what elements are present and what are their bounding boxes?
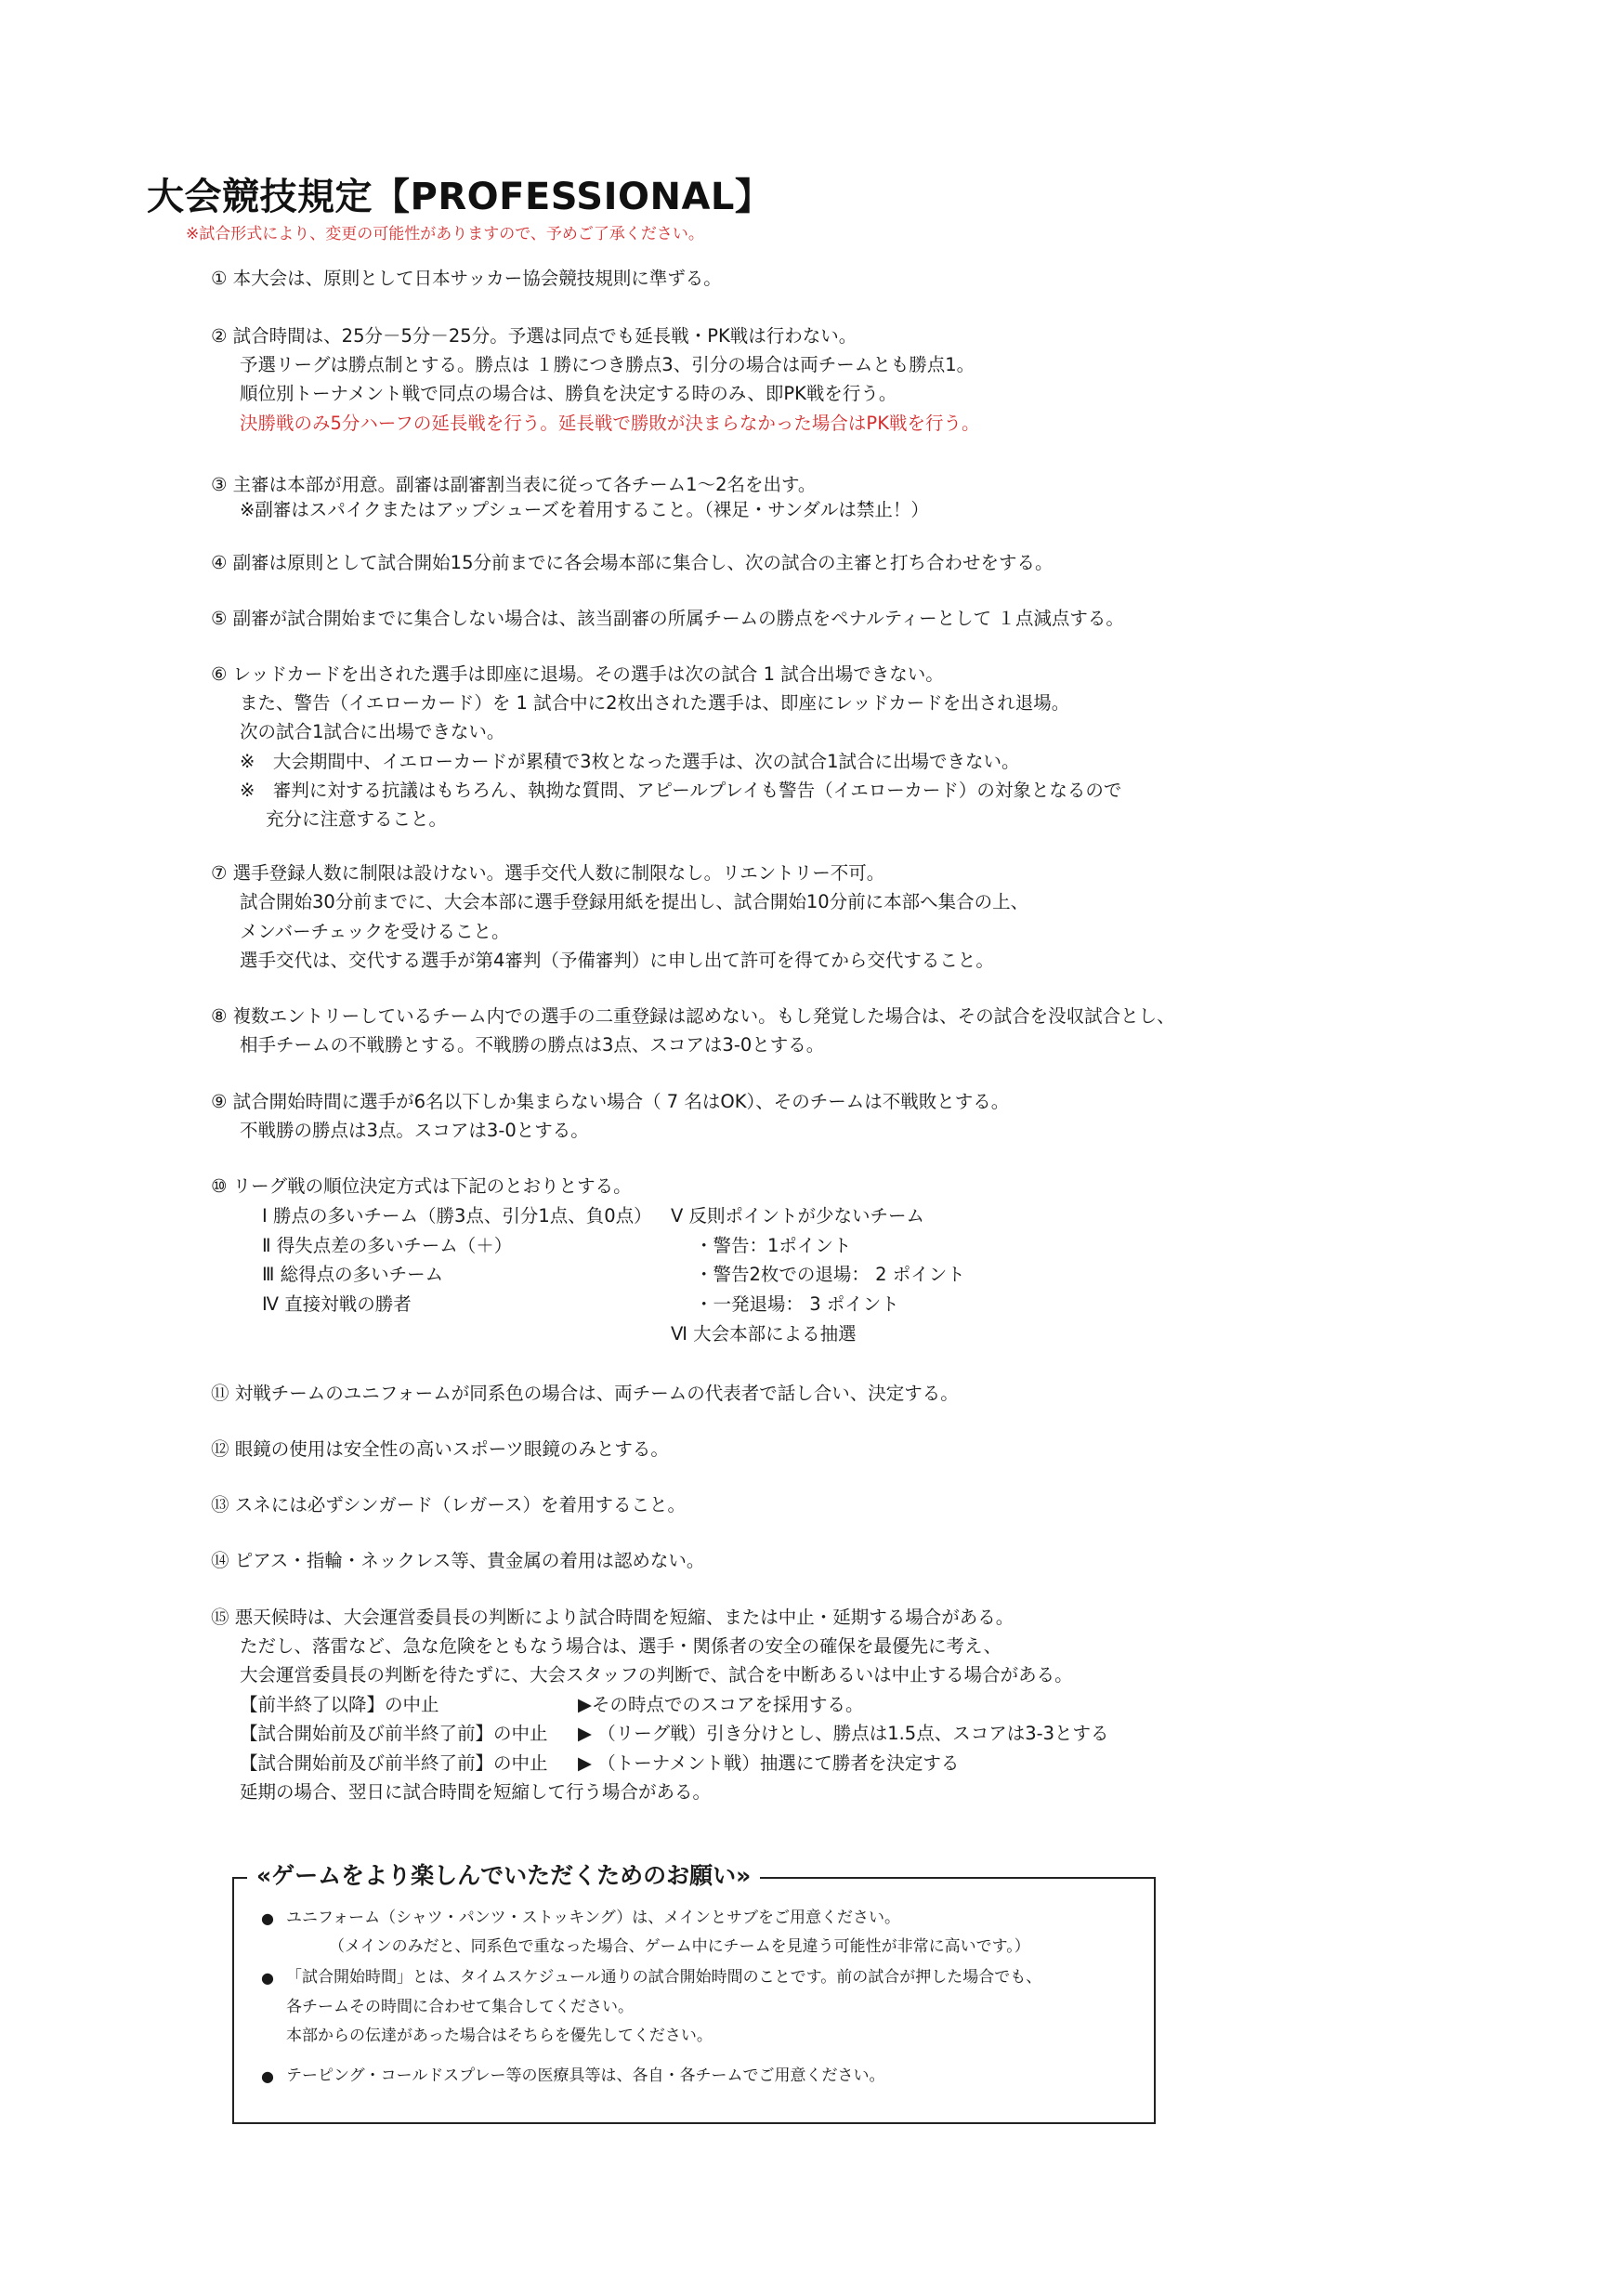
- rule-2-line-2: 予選リーグは勝点制とする。勝点は １勝につき勝点3、引分の場合は両チームとも勝点1。: [240, 354, 975, 375]
- rule-10-right-4: ・一発退場： 3 ポイント: [695, 1293, 899, 1315]
- rule-10-left-4: Ⅳ 直接対戦の勝者: [262, 1293, 412, 1315]
- rule-13: ⑬ スネには必ずシンガード（レガース）を着用すること。: [211, 1494, 686, 1515]
- rule-5: ⑤ 副審が試合開始までに集合しない場合は、該当副審の所属チームの勝点をペナルティーとして １点減点する。: [211, 608, 1124, 629]
- rule-10-right-3: ・警告2枚での退場： 2 ポイント: [695, 1264, 965, 1285]
- rule-9-line-2: 不戦勝の勝点は3点。スコアは3-0とする。: [240, 1120, 589, 1141]
- rule-2-line-3: 順位別トーナメント戦で同点の場合は、勝負を決定する時のみ、即PK戦を行う。: [240, 383, 897, 404]
- rule-6-line-6: 充分に注意すること。: [266, 808, 448, 830]
- rule-15-case-2-action: ▶ （リーグ戦）引き分けとし、勝点は1.5点、スコアは3-3とする: [578, 1723, 1109, 1744]
- rule-10-left-1: Ⅰ 勝点の多いチーム（勝3点、引分1点、負0点）: [262, 1205, 652, 1227]
- rule-12: ⑫ 眼鏡の使用は安全性の高いスポーツ眼鏡のみとする。: [211, 1438, 669, 1460]
- notice-bullet-3: ●: [261, 2067, 274, 2085]
- rule-1: ① 本大会は、原則として日本サッカー協会競技規則に準ずる。: [211, 268, 722, 289]
- rule-14: ⑭ ピアス・指輪・ネックレス等、貴金属の着用は認めない。: [211, 1550, 705, 1571]
- rule-11: ⑪ 対戦チームのユニフォームが同系色の場合は、両チームの代表者で話し合い、決定する。: [211, 1383, 959, 1404]
- page-title: 大会競技規定【PROFESSIONAL】: [147, 176, 773, 218]
- notice-item-2-line-3: 本部からの伝達があった場合はそちらを優先してください。: [286, 2027, 713, 2045]
- rule-15-tail: 延期の場合、翌日に試合時間を短縮して行う場合がある。: [240, 1781, 712, 1803]
- rule-3-line-1: ③ 主審は本部が用意。副審は副審割当表に従って各チーム1～2名を出す。: [211, 474, 817, 495]
- rule-10-head: ⑩ リーグ戦の順位決定方式は下記のとおりとする。: [211, 1175, 632, 1197]
- rule-15-line-2: ただし、落雷など、急な危険をともなう場合は、選手・関係者の安全の確保を最優先に考え、: [240, 1635, 1002, 1657]
- rule-7-line-2: 試合開始30分前までに、大会本部に選手登録用紙を提出し、試合開始10分前に本部へ集合の上、: [240, 891, 1029, 912]
- notice-item-1-line-2: （メインのみだと、同系色で重なった場合、ゲーム中にチームを見違う可能性が非常に高いです。）: [329, 1937, 1030, 1956]
- rule-9-line-1: ⑨ 試合開始時間に選手が6名以下しか集まらない場合（ 7 名はOK）、そのチームは不戦敗とする。: [211, 1091, 1010, 1112]
- rule-10-left-3: Ⅲ 総得点の多いチーム: [262, 1264, 444, 1285]
- rule-3-line-2: ※副審はスパイクまたはアップシューズを着用すること。（裸足・サンダルは禁止！）: [240, 499, 929, 520]
- rule-10-right-2: ・警告：1ポイント: [695, 1235, 852, 1256]
- rule-7-line-4: 選手交代は、交代する選手が第4審判（予備審判）に申し出て許可を得てから交代すること。: [240, 950, 994, 971]
- page-note: ※試合形式により、変更の可能性がありますので、予めご了承ください。: [186, 225, 704, 243]
- rule-10-right-1: Ⅴ 反則ポイントが少ないチーム: [671, 1205, 925, 1227]
- rule-10-left-2: Ⅱ 得失点差の多いチーム（＋）: [262, 1235, 513, 1256]
- notice-item-1-line-1: ユニフォーム（シャツ・パンツ・ストッキング）は、メインとサブをご用意ください。: [286, 1909, 900, 1927]
- rule-15-line-3: 大会運営委員長の判断を待たずに、大会スタッフの判断で、試合を中断あるいは中止する場合がある。: [240, 1664, 1073, 1686]
- rule-8-line-2: 相手チームの不戦勝とする。不戦勝の勝点は3点、スコアは3-0とする。: [240, 1034, 825, 1056]
- rule-6-line-5: ※ 審判に対する抗議はもちろん、執拗な質問、アピールプレイも警告（イエローカード）の対象となるので: [240, 780, 1122, 801]
- rule-15-line-1: ⑮ 悪天候時は、大会運営委員長の判断により試合時間を短縮、または中止・延期する場合がある。: [211, 1607, 1014, 1628]
- rule-10-right-5: Ⅵ 大会本部による抽選: [671, 1323, 857, 1345]
- rule-15-case-2-label: 【試合開始前及び前半終了前】の中止: [240, 1723, 548, 1744]
- notice-bullet-2: ●: [261, 1969, 274, 1987]
- notice-item-2-line-2: 各チームその時間に合わせて集合してください。: [286, 1998, 634, 2016]
- rule-6-line-1: ⑥ レッドカードを出された選手は即座に退場。その選手は次の試合 1 試合出場できない。: [211, 663, 944, 685]
- rule-15-case-1-label: 【前半終了以降】の中止: [240, 1694, 439, 1715]
- rule-15-case-3-action: ▶ （トーナメント戦）抽選にて勝者を決定する: [578, 1752, 960, 1774]
- notice-item-3-line-1: テーピング・コールドスプレー等の医療具等は、各自・各チームでご用意ください。: [286, 2066, 885, 2085]
- rule-7-line-1: ⑦ 選手登録人数に制限は設けない。選手交代人数に制限なし。リエントリー不可。: [211, 862, 885, 884]
- rule-15-case-3-label: 【試合開始前及び前半終了前】の中止: [240, 1752, 548, 1774]
- rule-7-line-3: メンバーチェックを受けること。: [240, 921, 510, 942]
- rule-2-line-4: 決勝戦のみ5分ハーフの延長戦を行う。延長戦で勝敗が決まらなかった場合はPK戦を行う。: [240, 413, 980, 434]
- rule-6-line-3: 次の試合1試合に出場できない。: [240, 721, 505, 742]
- notice-title: «ゲームをより楽しんでいただくためのお願い»: [247, 1862, 760, 1890]
- rule-6-line-4: ※ 大会期間中、イエローカードが累積で3枚となった選手は、次の試合1試合に出場できない。: [240, 751, 1020, 772]
- rule-4: ④ 副審は原則として試合開始15分前までに各会場本部に集合し、次の試合の主審と打ち合わせをする。: [211, 552, 1054, 573]
- notice-bullet-1: ●: [261, 1909, 274, 1927]
- rule-8-line-1: ⑧ 複数エントリーしているチーム内での選手の二重登録は認めない。もし発覚した場合は、その試合を没収試合とし、: [211, 1005, 1175, 1027]
- rule-2-line-1: ② 試合時間は、25分－5分－25分。予選は同点でも延長戦・PK戦は行わない。: [211, 325, 857, 347]
- notice-item-2-line-1: 「試合開始時間」とは、タイムスケジュール通りの試合開始時間のことです。前の試合が押した場合でも、: [286, 1968, 1042, 1987]
- rule-6-line-2: また、警告（イエローカード）を 1 試合中に2枚出された選手は、即座にレッドカードを出され退場。: [240, 692, 1070, 714]
- rule-15-case-1-action: ▶その時点でのスコアを採用する。: [578, 1694, 864, 1715]
